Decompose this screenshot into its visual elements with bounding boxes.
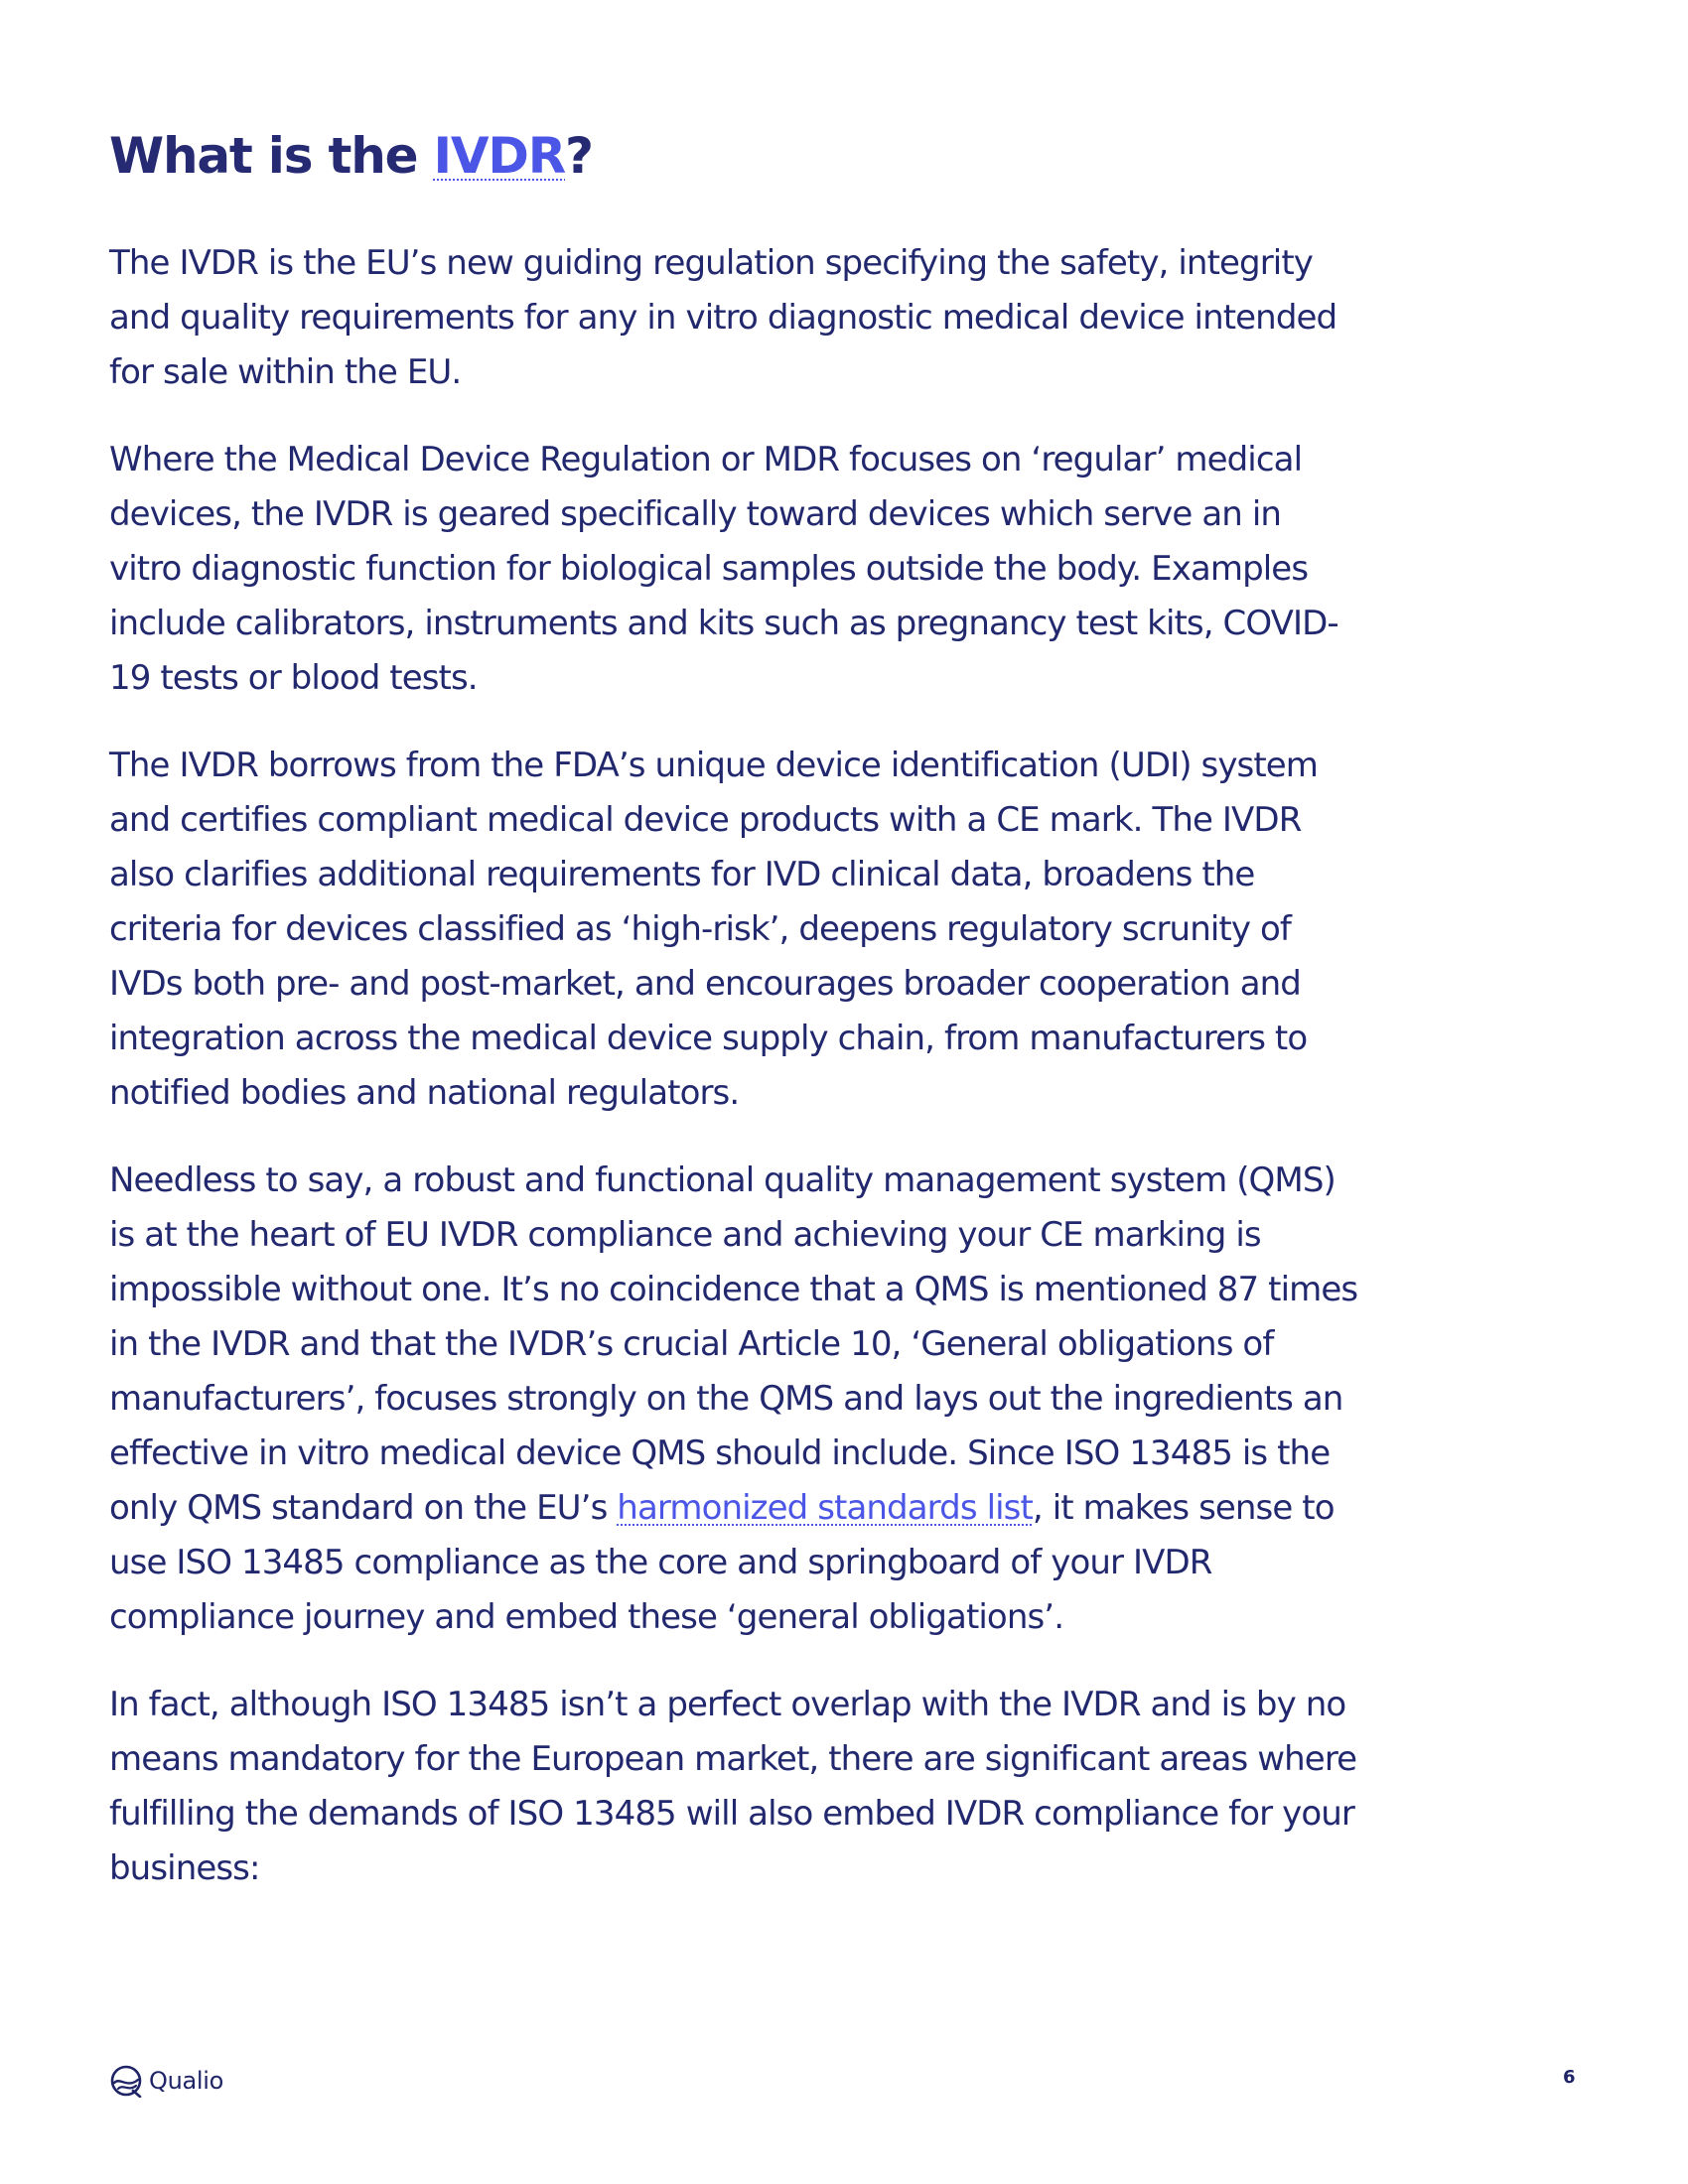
page-number: 6 xyxy=(1563,2067,1576,2088)
footer-logo xyxy=(109,2064,223,2098)
paragraph-qms-importance xyxy=(109,1154,1360,1645)
paragraph-ivdr-definition: The IVDR is the EU’s new guiding regulation specifying the safety, integrity and quality requirements for any in vitro diagnostic medical device intended for sale within the EU. xyxy=(109,243,1337,392)
ivdr-link[interactable]: IVDR xyxy=(433,127,566,185)
page-title-prefix: What is the xyxy=(109,127,434,185)
page-title-suffix: ? xyxy=(565,127,593,185)
paragraph-qms-text-end: , it makes sense to use ISO 13485 compliance as the core and springboard of your IVDR compliance journey and embed these ‘general obligations’. xyxy=(109,1488,1335,1637)
harmonized-standards-link[interactable]: harmonized standards list xyxy=(617,1488,1033,1528)
brand-name: Qualio xyxy=(149,2067,224,2095)
paragraph-iso-overlap: In fact, although ISO 13485 isn’t a perfect overlap with the IVDR and is by no means mandatory for the European market, there are significant areas where fulfilling the demands of ISO 13485 will also embed IVDR compliance for your business: xyxy=(109,1685,1357,1888)
page-title xyxy=(109,119,1360,193)
paragraph-udi-ce-mark: The IVDR borrows from the FDA’s unique device identification (UDI) system and certifies compliant medical device products with a CE mark. The IVDR also clarifies additional requirements for IVD clinical data, broadens the criteria for devices classified as ‘high-risk’, deepens regulatory scrunity of IVDs both pre- and post-market, and encourages broader cooperation and integration across the medical device supply chain, from manufacturers to notified bodies and national regulators. xyxy=(109,746,1319,1113)
paragraph-qms-text-start: Needless to say, a robust and functional quality management system (QMS) is at the heart of EU IVDR compliance and achieving your CE marking is impossible without one. It’s no coincidence that a QMS is mentioned 87 times in the IVDR and that the IVDR’s crucial Article 10, ‘General obligations of manufacturers’, focuses strongly on the QMS and lays out the ingredients an effective in vitro medical device QMS should include. Since ISO 13485 is the only QMS standard on the EU’s xyxy=(109,1160,1358,1528)
qualio-logo-icon xyxy=(109,2064,143,2098)
page-content xyxy=(109,119,1360,1929)
paragraph-mdr-comparison: Where the Medical Device Regulation or MDR focuses on ‘regular’ medical devices, the IVDR is geared specifically toward devices which serve an in vitro diagnostic function for biological samples outside the body. Examples include calibrators, instruments and kits such as pregnancy test kits, COVID-19 tests or blood tests. xyxy=(109,440,1338,698)
